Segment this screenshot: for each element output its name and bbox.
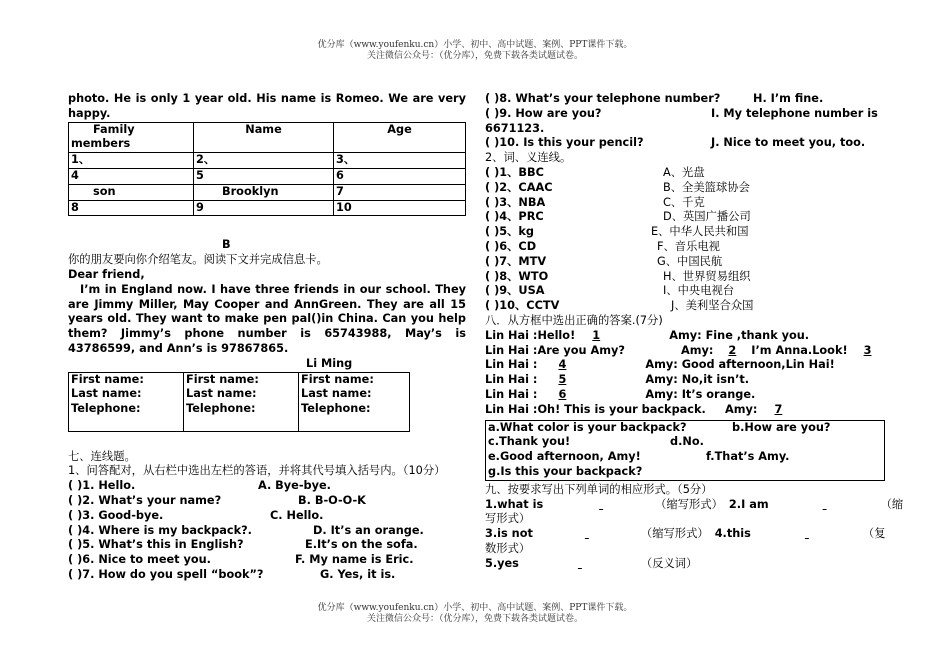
table-header-name: Name — [194, 122, 334, 153]
list-item: ( )6、CD F、音乐电视 — [485, 239, 720, 253]
left-column — [68, 92, 466, 583]
info-card-ann: First name: Last name: Telephone: — [299, 372, 410, 431]
footer-line-1: 优分库（www.youfenku.cn）小学、初中、高中试题、案例、PPT课件下载。 — [317, 603, 633, 613]
form-item-tail: 写形式） — [485, 512, 531, 526]
word-forms — [485, 497, 904, 572]
dialog-line: Lin Hai : 5 Amy: No,it isn’t. — [485, 373, 750, 387]
footer-line-2: 关注微信公众号：（优分库），免费下载各类试题试卷。 — [366, 614, 583, 624]
page-header — [0, 40, 950, 62]
list-item: ( )8、WTO H、世界贸易组织 — [485, 269, 751, 283]
right-column — [485, 92, 904, 572]
family-table — [68, 122, 466, 217]
info-card-may: First name: Last name: Telephone: — [184, 372, 299, 431]
letter-salutation: Dear friend, — [68, 267, 145, 281]
list-item: ( )10. Is this your pencil? J. Nice to meet you, too. — [485, 136, 866, 150]
list-item: ( )9. How are you? I. My telephone number is — [485, 106, 878, 120]
list-item: ( )2. What’s your name? B. B-O-O-K — [68, 493, 366, 507]
form-item: 3.is not （缩写形式） 4.this （复 — [485, 527, 886, 541]
dialog-list — [485, 329, 885, 418]
list-item-tail: 6671123. — [485, 121, 545, 135]
list-item: ( )7. How do you spell “book”? G. Yes, it is. — [68, 567, 396, 581]
list-item: ( )5、kg E、中华人民共和国 — [485, 225, 749, 239]
letter-body: I’m in England now. I have three friends in our school. They are Jimmy Miller, May Cooper and AnnGreen. They are all 15 years old. They want to make pen pal()in China. Can you help them? Jimmy’s phone number is 65743988, May’s is 43786599, and Ann’s is 97867865. — [68, 282, 466, 355]
list-item: ( )10、CCTV J、美利坚合众国 — [485, 299, 754, 313]
section-2-title: 2、词、义连线。 — [485, 151, 572, 165]
section-8-title: 八．从方框中选出正确的答案.(7分) — [485, 313, 663, 327]
header-line-2: 关注微信公众号：（优分库），免费下载各类试题试卷。 — [366, 51, 583, 61]
section-b-title: B — [222, 238, 231, 252]
section-9-title: 九、按要求写出下列单词的相应形式。（5分） — [485, 482, 713, 496]
info-card-jimmy: First name: Last name: Telephone: — [69, 372, 184, 431]
section-b-instruction: 你的朋友要向你介绍笔友。阅读下文并完成信息卡。 — [68, 253, 328, 267]
page-footer — [0, 603, 950, 625]
dialog-line: Lin Hai : 6 Amy: It’s orange. — [485, 387, 756, 401]
form-item: 5.yes （反义词） — [485, 556, 698, 570]
list-item: ( )4. Where is my backpack?. D. It’s an orange. — [68, 523, 424, 537]
header-line-1: 优分库（www.youfenku.cn）小学、初中、高中试题、案例、PPT课件下载。 — [317, 40, 633, 50]
table-row: 1、 2、 3、 — [69, 153, 466, 169]
list-item: ( )6. Nice to meet you. F. My name is Eric. — [68, 553, 414, 567]
dialog-line: Lin Hai : 4 Amy: Good afternoon,Lin Hai! — [485, 358, 835, 372]
list-item: ( )3. Good-bye. C. Hello. — [68, 508, 324, 522]
info-card-table — [68, 372, 410, 432]
option-row: c.Thank you! d.No. — [488, 435, 704, 449]
intro-text: photo. He is only 1 year old. His name is Romeo. We are very happy. — [68, 92, 466, 120]
answer-options-box — [485, 420, 885, 481]
list-item: ( )2、CAAC B、全美篮球协会 — [485, 180, 750, 194]
table-row: 4 5 6 — [69, 168, 466, 184]
option-row: g.Is this your backpack? — [488, 464, 643, 478]
form-item-tail: 数形式） — [485, 541, 531, 555]
form-item: 1.what is （缩写形式） 2.I am （缩 — [485, 497, 904, 511]
letter-signature: Li Ming — [306, 356, 353, 370]
option-row: a.What color is your backpack? b.How are you? — [488, 420, 831, 434]
list-item: ( )7、MTV G、中国民航 — [485, 254, 723, 268]
dialog-line: Lin Hai :Hello! 1 Amy: Fine ,thank you. — [485, 328, 810, 342]
table-row: son Brooklyn 7 — [69, 184, 466, 200]
list-item: ( )5. What’s this in English? E.It’s on the sofa. — [68, 538, 418, 552]
list-item: ( )4、PRC D、英国广播公司 — [485, 210, 751, 224]
section-7-subtitle: 1、问答配对，从右栏中选出左栏的答语，并将其代号填入括号内。（10分） — [68, 464, 446, 478]
dialog-line: Lin Hai :Are you Amy? Amy: 2 I’m Anna.Look! 3 — [485, 343, 872, 357]
list-item: ( )8. What’s your telephone number? H. I’m fine. — [485, 92, 824, 105]
word-match-list — [485, 166, 885, 314]
list-item: ( )1. Hello. A. Bye-bye. — [68, 479, 331, 493]
table-header-age: Age — [334, 122, 466, 153]
dialog-line: Lin Hai :Oh! This is your backpack. Amy: 7 — [485, 402, 783, 416]
match-list — [68, 479, 466, 583]
list-item: ( )3、NBA C、千克 — [485, 195, 705, 209]
table-header-family: Family members — [69, 122, 194, 153]
list-item: ( )9、USA I、中央电视台 — [485, 284, 735, 298]
table-row: 8 9 10 — [69, 200, 466, 216]
list-item: ( )1、BBC A、光盘 — [485, 165, 705, 179]
option-row: e.Good afternoon, Amy! f.That’s Amy. — [488, 450, 790, 464]
section-7-title: 七、连线题。 — [68, 449, 136, 463]
